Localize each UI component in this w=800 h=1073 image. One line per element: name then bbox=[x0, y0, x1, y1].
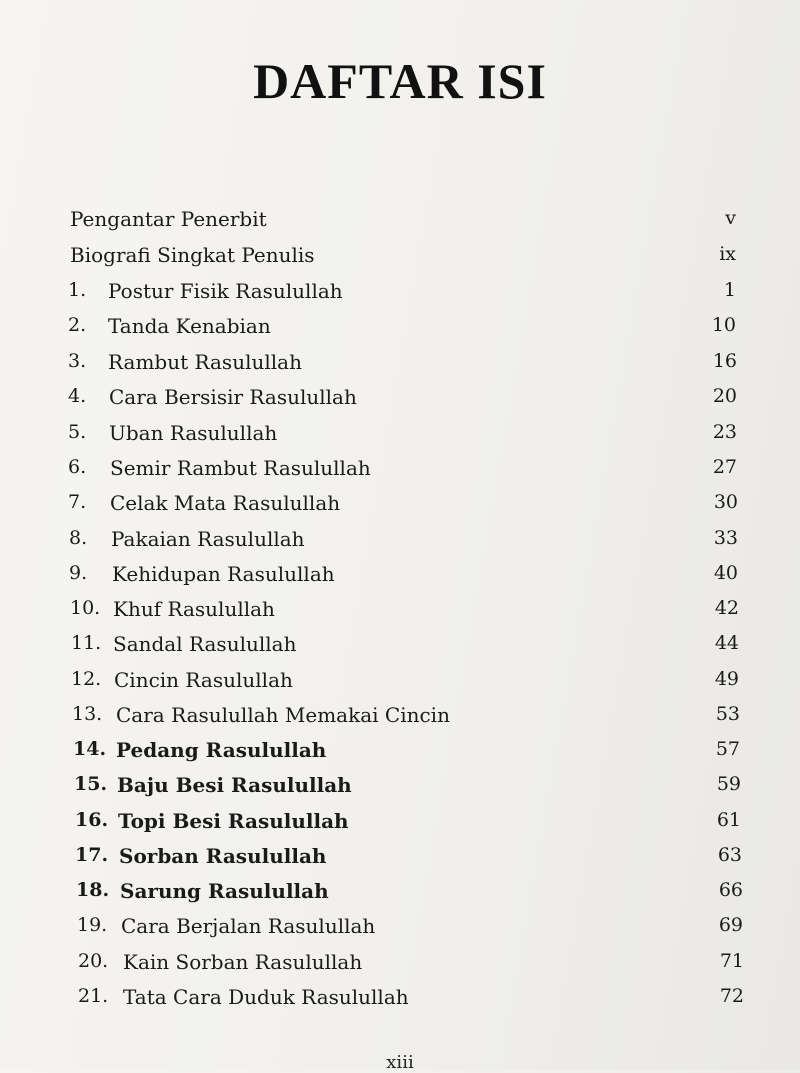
toc-entry bbox=[0, 207, 800, 239]
entry-number: 8. bbox=[69, 527, 88, 549]
entry-number: 11. bbox=[71, 632, 102, 654]
toc-entry bbox=[0, 950, 800, 982]
entry-page: 30 bbox=[713, 491, 738, 513]
toc-entry bbox=[0, 879, 800, 911]
entry-label: Biografi Singkat Penulis bbox=[70, 243, 315, 267]
entry-page: ix bbox=[719, 243, 736, 265]
toc-entry bbox=[0, 809, 800, 841]
entry-number: 7. bbox=[68, 491, 87, 513]
toc-entry bbox=[0, 491, 800, 523]
toc-entry bbox=[0, 421, 800, 453]
entry-page: 20 bbox=[712, 385, 737, 407]
entry-page: 23 bbox=[712, 421, 737, 443]
entry-page: 71 bbox=[719, 950, 744, 972]
entry-number: 2. bbox=[68, 314, 87, 336]
entry-number: 13. bbox=[72, 703, 103, 725]
entry-number: 12. bbox=[71, 668, 102, 690]
entry-page: 49 bbox=[714, 668, 739, 690]
entry-page: v bbox=[725, 207, 736, 229]
entry-page: 69 bbox=[718, 914, 743, 936]
page-number: xiii bbox=[386, 1052, 414, 1073]
entry-number: 21. bbox=[78, 985, 109, 1007]
toc-entry bbox=[0, 385, 800, 417]
entry-page: 66 bbox=[718, 879, 743, 901]
entry-page: 57 bbox=[715, 738, 740, 760]
entry-label: Pedang Rasulullah bbox=[116, 738, 327, 762]
entry-number: 3. bbox=[68, 350, 87, 372]
entry-number: 5. bbox=[68, 421, 87, 443]
entry-label: Tata Cara Duduk Rasulullah bbox=[123, 985, 409, 1009]
entry-label: Sarung Rasulullah bbox=[120, 879, 329, 903]
entry-label: Cincin Rasulullah bbox=[114, 668, 293, 692]
toc-entry bbox=[0, 738, 800, 770]
entry-label: Postur Fisik Rasulullah bbox=[108, 279, 343, 303]
entry-label: Pakaian Rasulullah bbox=[111, 527, 305, 551]
entry-page: 61 bbox=[716, 809, 741, 831]
entry-label: Uban Rasulullah bbox=[109, 421, 278, 445]
entry-label: Baju Besi Rasulullah bbox=[117, 773, 352, 797]
entry-label: Khuf Rasulullah bbox=[113, 597, 275, 621]
entry-number: 1. bbox=[68, 279, 87, 301]
toc-entry bbox=[0, 350, 800, 382]
toc-entry bbox=[0, 844, 800, 876]
entry-page: 10 bbox=[711, 314, 736, 336]
entry-number: 10. bbox=[70, 597, 101, 619]
page-title: DAFTAR ISI bbox=[253, 53, 547, 109]
entry-number: 18. bbox=[76, 879, 110, 901]
entry-label: Topi Besi Rasulullah bbox=[118, 809, 349, 833]
toc-entry bbox=[0, 773, 800, 805]
entry-label: Semir Rambut Rasulullah bbox=[110, 456, 371, 480]
entry-label: Cara Bersisir Rasulullah bbox=[109, 385, 357, 409]
entry-label: Rambut Rasulullah bbox=[108, 350, 302, 374]
entry-page: 63 bbox=[717, 844, 742, 866]
entry-label: Celak Mata Rasulullah bbox=[110, 491, 341, 515]
entry-page: 40 bbox=[713, 562, 738, 584]
entry-page: 33 bbox=[713, 527, 738, 549]
entry-page: 72 bbox=[719, 985, 744, 1007]
entry-number: 17. bbox=[75, 844, 109, 866]
toc-entry bbox=[0, 597, 800, 629]
entry-page: 42 bbox=[714, 597, 739, 619]
entry-page: 16 bbox=[712, 350, 737, 372]
entry-number: 20. bbox=[78, 950, 109, 972]
entry-label: Sorban Rasulullah bbox=[119, 844, 327, 868]
entry-label: Cara Berjalan Rasulullah bbox=[121, 914, 376, 938]
entry-number: 4. bbox=[68, 385, 87, 407]
toc-entry bbox=[0, 703, 800, 735]
toc-entry bbox=[0, 914, 800, 946]
entry-label: Sandal Rasulullah bbox=[113, 632, 297, 656]
entry-number: 15. bbox=[74, 773, 108, 795]
entry-label: Pengantar Penerbit bbox=[70, 207, 267, 231]
toc-entry bbox=[0, 314, 800, 346]
entry-number: 14. bbox=[73, 738, 107, 760]
entry-page: 53 bbox=[715, 703, 740, 725]
entry-label: Cara Rasulullah Memakai Cincin bbox=[116, 703, 450, 727]
entry-page: 1 bbox=[723, 279, 736, 301]
toc-entry bbox=[0, 562, 800, 594]
entry-number: 16. bbox=[75, 809, 109, 831]
entry-number: 19. bbox=[77, 914, 108, 936]
entry-label: Kehidupan Rasulullah bbox=[112, 562, 335, 586]
entry-number: 9. bbox=[69, 562, 88, 584]
toc-entry bbox=[0, 527, 800, 559]
toc-entry bbox=[0, 456, 800, 488]
entry-page: 27 bbox=[712, 456, 737, 478]
toc-entry bbox=[0, 668, 800, 700]
toc-entry bbox=[0, 279, 800, 311]
entry-number: 6. bbox=[68, 456, 87, 478]
toc-entry bbox=[0, 985, 800, 1017]
entry-page: 59 bbox=[716, 773, 741, 795]
toc-entry bbox=[0, 243, 800, 275]
entry-label: Kain Sorban Rasulullah bbox=[123, 950, 363, 974]
toc-entry bbox=[0, 632, 800, 664]
entry-label: Tanda Kenabian bbox=[108, 314, 271, 338]
entry-page: 44 bbox=[714, 632, 739, 654]
